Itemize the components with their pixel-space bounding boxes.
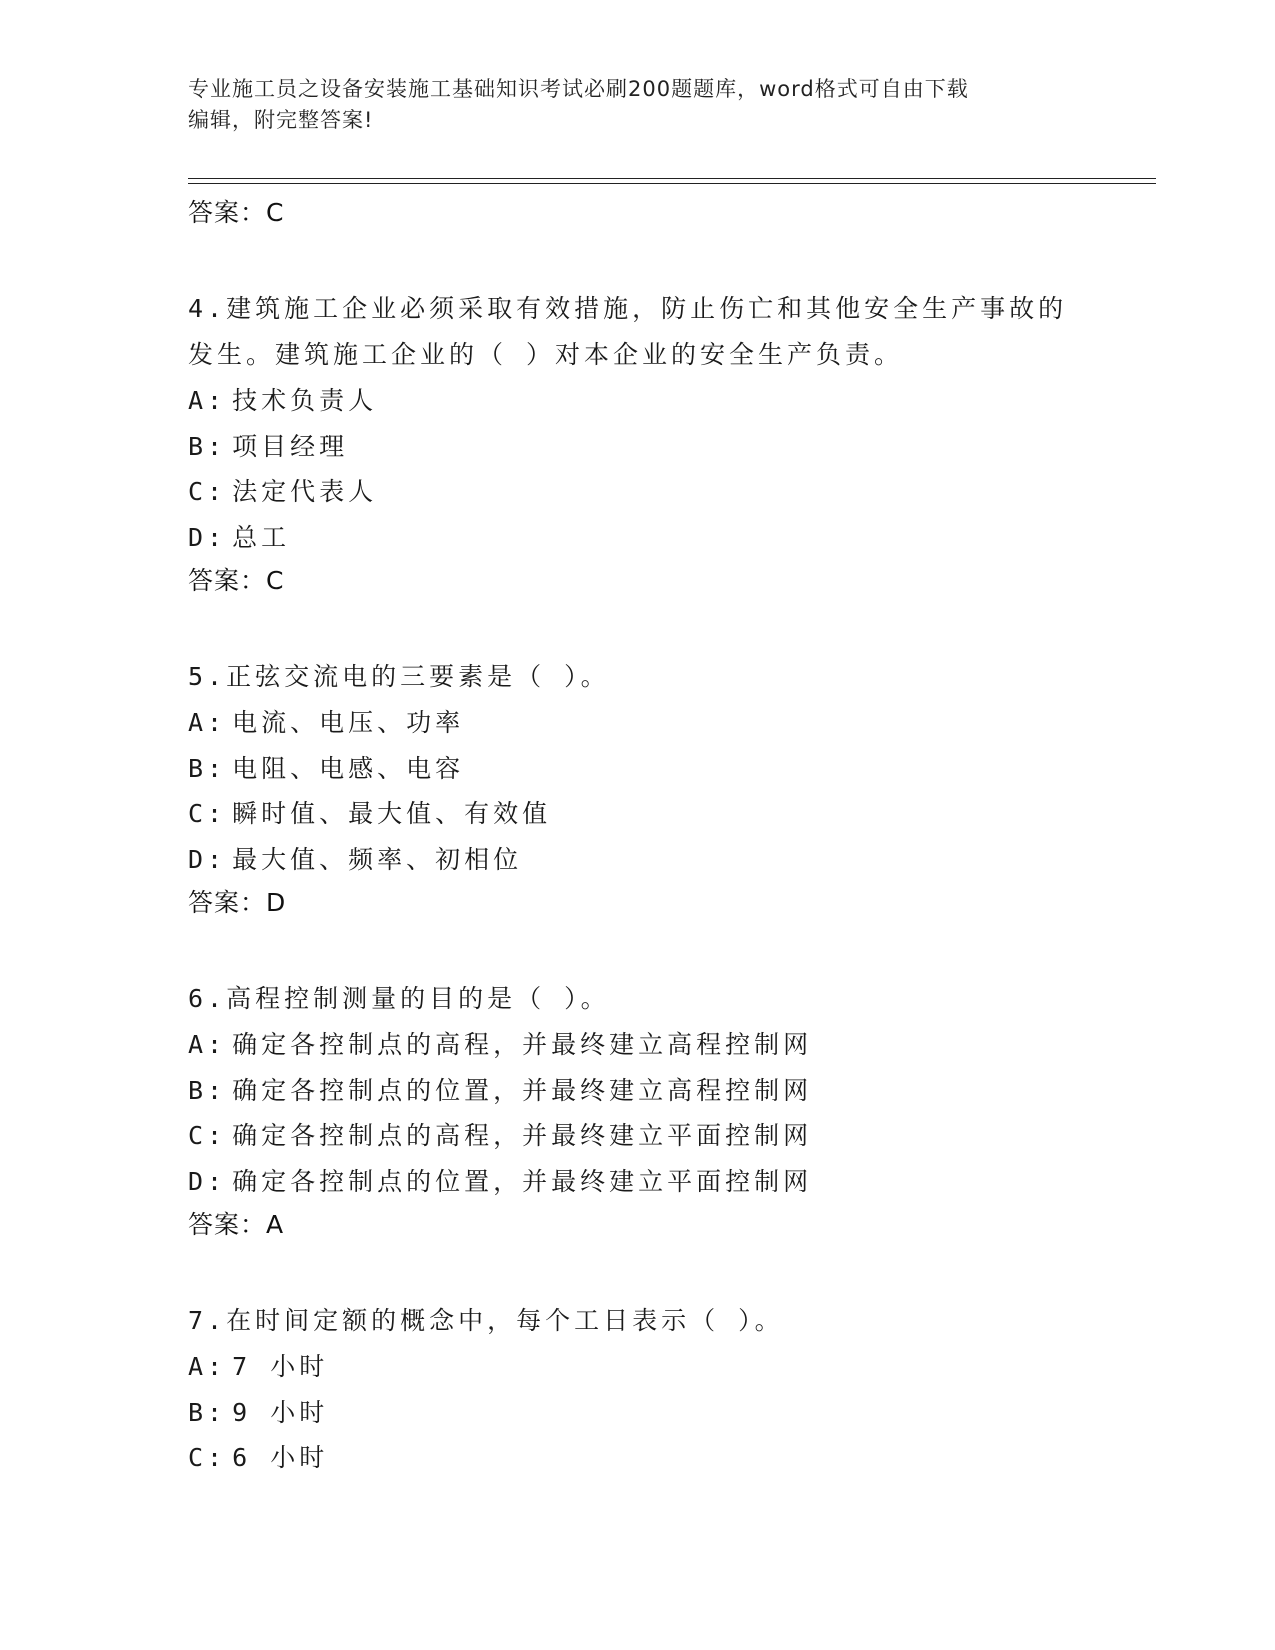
question-text xyxy=(188,654,1088,700)
question-text-line: 发生。建筑施工企业的（ ）对本企业的安全生产负责。 xyxy=(188,340,904,369)
option-text: 最大值、频率、初相位 xyxy=(232,844,523,874)
option-label: C: xyxy=(188,1443,227,1472)
question-text xyxy=(188,286,1088,378)
option-label: C: xyxy=(188,477,227,506)
question-text-line: 4.建筑施工企业必须采取有效措施，防止伤亡和其他安全生产事故的 xyxy=(188,294,1068,323)
option-label: B: xyxy=(188,1075,227,1105)
option-label: C: xyxy=(188,1121,227,1150)
option-text: 电流、电压、功率 xyxy=(232,708,465,737)
option-label: B: xyxy=(188,753,227,783)
header-line-2: 编辑，附完整答案! xyxy=(188,108,374,132)
option-label: D: xyxy=(188,522,227,552)
option-text: 技术负责人 xyxy=(232,386,378,415)
option-c xyxy=(188,1113,1088,1159)
question-7 xyxy=(188,1298,1088,1481)
question-6 xyxy=(188,976,1088,1242)
question-text-line: 5.正弦交流电的三要素是（ ）。 xyxy=(188,662,610,691)
option-text: 瞬时值、最大值、有效值 xyxy=(232,799,552,828)
option-c xyxy=(188,791,1088,837)
option-text: 总工 xyxy=(232,522,291,552)
question-text xyxy=(188,1298,1088,1344)
option-b xyxy=(188,424,1088,470)
previous-answer: 答案：C xyxy=(188,198,285,227)
question-5 xyxy=(188,654,1088,920)
option-a xyxy=(188,1022,1088,1068)
option-text: 9 小时 xyxy=(232,1397,329,1427)
question-text xyxy=(188,976,1088,1022)
header-line-1: 专业施工员之设备安装施工基础知识考试必刷200题题库，word格式可自由下载 xyxy=(188,77,969,101)
option-b xyxy=(188,1390,1088,1436)
option-a xyxy=(188,700,1088,746)
option-label: A: xyxy=(188,1352,227,1381)
option-text: 法定代表人 xyxy=(232,477,378,506)
answer: 答案：C xyxy=(188,566,285,595)
option-d xyxy=(188,515,1088,561)
option-text: 确定各控制点的位置，并最终建立高程控制网 xyxy=(232,1075,813,1105)
header-rule-bottom xyxy=(188,183,1156,184)
answer: 答案：D xyxy=(188,888,287,917)
option-a xyxy=(188,378,1088,424)
option-text: 确定各控制点的高程，并最终建立高程控制网 xyxy=(232,1030,813,1059)
option-c xyxy=(188,469,1088,515)
document-header xyxy=(188,74,1068,136)
option-text: 确定各控制点的位置，并最终建立平面控制网 xyxy=(232,1166,813,1196)
option-text: 确定各控制点的高程，并最终建立平面控制网 xyxy=(232,1121,813,1150)
option-text: 项目经理 xyxy=(232,431,349,461)
question-4 xyxy=(188,286,1088,598)
question-text-line: 6.高程控制测量的目的是（ ）。 xyxy=(188,984,610,1013)
option-c xyxy=(188,1435,1088,1481)
option-label: D: xyxy=(188,844,227,874)
question-text-line: 7.在时间定额的概念中，每个工日表示（ ）。 xyxy=(188,1306,784,1335)
option-b xyxy=(188,746,1088,792)
option-label: C: xyxy=(188,799,227,828)
option-label: A: xyxy=(188,708,227,737)
option-label: D: xyxy=(188,1166,227,1196)
option-label: B: xyxy=(188,1397,227,1427)
option-d xyxy=(188,1159,1088,1205)
question-list xyxy=(188,192,1088,1481)
option-label: A: xyxy=(188,386,227,415)
option-text: 6 小时 xyxy=(232,1443,329,1472)
option-label: B: xyxy=(188,431,227,461)
header-rule-top xyxy=(188,178,1156,179)
option-b xyxy=(188,1068,1088,1114)
option-a xyxy=(188,1344,1088,1390)
option-label: A: xyxy=(188,1030,227,1059)
answer: 答案：A xyxy=(188,1210,285,1239)
option-d xyxy=(188,837,1088,883)
option-text: 7 小时 xyxy=(232,1352,329,1381)
option-text: 电阻、电感、电容 xyxy=(232,753,465,783)
